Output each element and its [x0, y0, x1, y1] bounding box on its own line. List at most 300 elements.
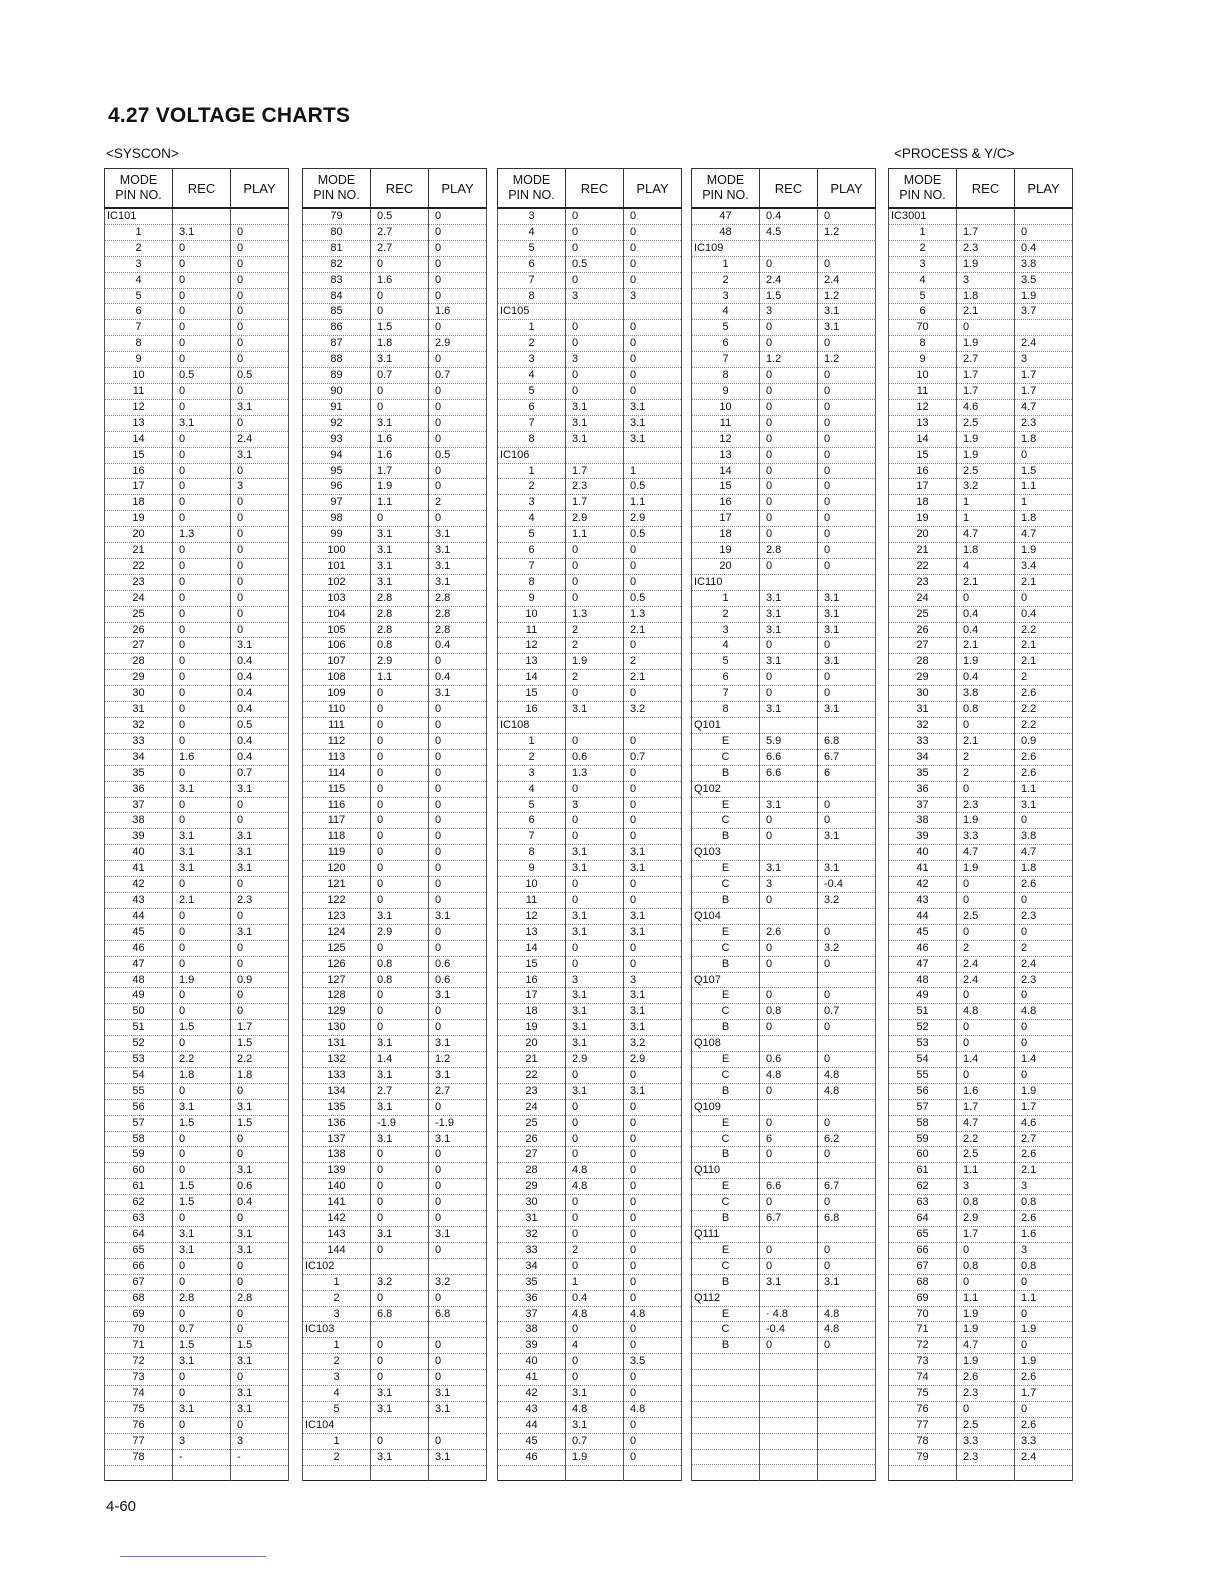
empty-cell [760, 1370, 818, 1386]
rec-cell: 3.8 [957, 686, 1015, 702]
mode-header: MODE [317, 173, 356, 187]
table-row [692, 686, 876, 702]
play-cell: 6.7 [818, 749, 876, 765]
pin-cell: 48 [692, 224, 760, 240]
pin-cell: 56 [889, 1083, 957, 1099]
table-row [303, 1354, 487, 1370]
rec-cell: 0 [173, 320, 231, 336]
play-cell: 0 [818, 1338, 876, 1354]
table-row [303, 1386, 487, 1402]
pin-cell: 24 [889, 590, 957, 606]
table-row [889, 336, 1073, 352]
rec-cell: 0 [173, 765, 231, 781]
play-cell: 3.1 [429, 543, 487, 559]
table-row [105, 861, 289, 877]
rec-cell: 2.3 [957, 1386, 1015, 1402]
table-row [105, 1306, 289, 1322]
play-cell: 0 [624, 1449, 682, 1465]
table-row [303, 1052, 487, 1068]
empty-cell [760, 1401, 818, 1417]
table-row [498, 972, 682, 988]
pin-cell: B [692, 1020, 760, 1036]
pin-cell: 78 [889, 1433, 957, 1449]
rec-cell: 0 [173, 399, 231, 415]
rec-cell: 0 [371, 1004, 429, 1020]
group-row [692, 908, 876, 924]
bottom-rule [120, 1556, 266, 1557]
rec-cell [173, 208, 231, 224]
rec-cell: 1.6 [371, 272, 429, 288]
empty-cell [105, 1465, 173, 1481]
pin-cell: 70 [889, 320, 957, 336]
table-row [303, 892, 487, 908]
group-row [692, 781, 876, 797]
pin-cell: 2 [692, 272, 760, 288]
rec-cell [371, 1258, 429, 1274]
rec-cell: 0 [566, 590, 624, 606]
play-cell: 2.9 [624, 511, 682, 527]
table-row [303, 988, 487, 1004]
play-cell: 0 [429, 240, 487, 256]
rec-cell: 3.1 [566, 988, 624, 1004]
rec-cell: 2.1 [173, 892, 231, 908]
rec-cell: 0.7 [566, 1433, 624, 1449]
play-cell: 3.1 [818, 622, 876, 638]
play-cell: 0 [818, 463, 876, 479]
table-row [498, 1179, 682, 1195]
play-cell: 2.1 [624, 622, 682, 638]
play-cell: 1.3 [624, 606, 682, 622]
table-row [498, 495, 682, 511]
table-row [105, 1163, 289, 1179]
table-row [105, 240, 289, 256]
play-cell: 3.1 [231, 1386, 289, 1402]
rec-cell: 0 [760, 463, 818, 479]
table-row [692, 1083, 876, 1099]
rec-cell: 2.7 [371, 1083, 429, 1099]
table-row [692, 1052, 876, 1068]
empty-cell [818, 1417, 876, 1433]
rec-cell: 2 [566, 1242, 624, 1258]
pin-cell: 7 [692, 352, 760, 368]
play-cell: 0 [624, 272, 682, 288]
rec-cell: 1.5 [760, 288, 818, 304]
table-row [889, 431, 1073, 447]
play-cell: 0.4 [231, 702, 289, 718]
play-cell [624, 447, 682, 463]
table-row [889, 956, 1073, 972]
pin-cell: 9 [692, 383, 760, 399]
table-row [303, 1433, 487, 1449]
pin-cell: 127 [303, 972, 371, 988]
rec-cell: 0 [957, 1067, 1015, 1083]
pin-cell: 1 [692, 256, 760, 272]
pin-cell: 64 [889, 1211, 957, 1227]
rec-cell: 0 [957, 1401, 1015, 1417]
table-row [105, 288, 289, 304]
table-row [105, 431, 289, 447]
table-row [303, 352, 487, 368]
pin-cell: 78 [105, 1449, 173, 1465]
play-cell: 0 [624, 1274, 682, 1290]
rec-cell: 0 [371, 511, 429, 527]
page-number: 4-60 [106, 1498, 137, 1515]
table-row [498, 320, 682, 336]
table-row [889, 1115, 1073, 1131]
table-row [105, 972, 289, 988]
rec-cell: 0 [566, 781, 624, 797]
play-cell: 1.1 [1015, 781, 1073, 797]
table-row [105, 527, 289, 543]
table-row [692, 431, 876, 447]
rec-cell: 0 [760, 1147, 818, 1163]
table-row [498, 558, 682, 574]
play-cell: 0 [818, 256, 876, 272]
rec-cell: 4 [957, 558, 1015, 574]
play-cell: 0 [231, 877, 289, 893]
table-row [498, 1020, 682, 1036]
pin-cell: 4 [498, 781, 566, 797]
play-cell: 0 [231, 224, 289, 240]
table-row [105, 1052, 289, 1068]
table-row [303, 495, 487, 511]
rec-cell: 1.7 [371, 463, 429, 479]
pin-cell: 28 [498, 1163, 566, 1179]
table-row [889, 1052, 1073, 1068]
play-cell: 0 [818, 495, 876, 511]
rec-cell: 1.1 [371, 495, 429, 511]
table-row [498, 1036, 682, 1052]
table-row [498, 288, 682, 304]
table-row [105, 256, 289, 272]
pin-cell: 33 [498, 1242, 566, 1258]
table-row [303, 813, 487, 829]
pin-cell: 71 [105, 1338, 173, 1354]
pin-cell: 3 [303, 1370, 371, 1386]
pin-cell: 14 [498, 940, 566, 956]
play-cell: 0 [624, 940, 682, 956]
play-cell: 3.2 [818, 892, 876, 908]
play-cell [818, 972, 876, 988]
rec-cell: 2.8 [173, 1290, 231, 1306]
table-row [303, 1338, 487, 1354]
table-row [692, 224, 876, 240]
pin-cell: 24 [105, 590, 173, 606]
pin-cell: 116 [303, 797, 371, 813]
pin-cell: 33 [105, 733, 173, 749]
pin-cell: 45 [498, 1433, 566, 1449]
rec-cell: 0 [173, 240, 231, 256]
play-cell: 1.9 [1015, 543, 1073, 559]
pin-cell: 100 [303, 543, 371, 559]
table-row [105, 1417, 289, 1433]
pin-cell: 6 [498, 813, 566, 829]
pin-cell: 65 [889, 1227, 957, 1243]
pin-cell: 35 [105, 765, 173, 781]
pin-cell: 67 [105, 1274, 173, 1290]
table-row [889, 574, 1073, 590]
rec-header: REC [371, 169, 429, 209]
pin-cell: 134 [303, 1083, 371, 1099]
play-cell: 0 [429, 940, 487, 956]
rec-cell: 0 [566, 1131, 624, 1147]
rec-cell: 0 [173, 479, 231, 495]
pin-cell: 18 [692, 527, 760, 543]
play-cell [818, 1290, 876, 1306]
pin-cell: 22 [498, 1067, 566, 1083]
table-row [303, 797, 487, 813]
table-row [889, 702, 1073, 718]
play-cell: 0 [429, 272, 487, 288]
play-cell: 3.1 [624, 845, 682, 861]
table-row [498, 1386, 682, 1402]
play-cell: 0 [231, 1258, 289, 1274]
pin-cell: 62 [105, 1195, 173, 1211]
rec-cell: 0 [173, 1370, 231, 1386]
pin-cell: 70 [889, 1306, 957, 1322]
rec-cell: 0 [760, 527, 818, 543]
play-cell: 0 [818, 368, 876, 384]
play-cell: 3.1 [624, 861, 682, 877]
pin-cell: 48 [889, 972, 957, 988]
pin-cell: 66 [889, 1242, 957, 1258]
rec-cell: 0 [957, 892, 1015, 908]
pin-cell: 11 [498, 892, 566, 908]
table-row [303, 240, 487, 256]
play-cell: 2.4 [1015, 336, 1073, 352]
play-cell: 0 [1015, 988, 1073, 1004]
group-row [692, 1227, 876, 1243]
pin-cell: 128 [303, 988, 371, 1004]
play-cell: 3.1 [624, 431, 682, 447]
pin-cell: 45 [105, 924, 173, 940]
play-cell: 0 [429, 1354, 487, 1370]
rec-cell: 1.9 [957, 1306, 1015, 1322]
play-cell: 0 [1015, 1067, 1073, 1083]
rec-cell: 1.9 [957, 1322, 1015, 1338]
rec-cell: 0 [173, 1083, 231, 1099]
pin-cell: 87 [303, 336, 371, 352]
table-row [303, 288, 487, 304]
rec-cell: 6.6 [760, 1179, 818, 1195]
pin-cell: 1 [498, 320, 566, 336]
empty-cell [760, 1386, 818, 1402]
table-row [889, 1386, 1073, 1402]
pin-cell: 6 [692, 336, 760, 352]
pin-cell: B [692, 956, 760, 972]
rec-cell: 3.3 [957, 829, 1015, 845]
play-cell: 3.1 [624, 1020, 682, 1036]
play-cell: 3 [1015, 1179, 1073, 1195]
play-cell: 0 [818, 813, 876, 829]
play-cell: 1.2 [818, 288, 876, 304]
rec-cell: 3.1 [371, 1401, 429, 1417]
rec-cell: 0 [173, 1274, 231, 1290]
table-row [889, 924, 1073, 940]
play-cell: 2.7 [429, 1083, 487, 1099]
play-cell: 2 [624, 654, 682, 670]
voltage-table-3 [497, 168, 682, 1481]
rec-cell: 3.1 [566, 1083, 624, 1099]
table-row [889, 1274, 1073, 1290]
pin-cell: 47 [889, 956, 957, 972]
rec-cell: 3.1 [566, 1386, 624, 1402]
play-cell: 0 [231, 463, 289, 479]
rec-cell: 0 [173, 383, 231, 399]
rec-cell: 0 [371, 718, 429, 734]
table-row [692, 511, 876, 527]
pin-cell: 12 [498, 908, 566, 924]
table-row [303, 877, 487, 893]
play-cell: 3.1 [231, 1227, 289, 1243]
play-cell [429, 1322, 487, 1338]
pin-cell: 4 [692, 304, 760, 320]
rec-header: REC [566, 169, 624, 209]
table-row [889, 224, 1073, 240]
play-cell: 0 [429, 479, 487, 495]
rec-cell: 0 [760, 256, 818, 272]
header-row [692, 169, 876, 209]
rec-cell: 0 [371, 1211, 429, 1227]
play-cell: 2.2 [1015, 718, 1073, 734]
play-cell: 4.8 [818, 1306, 876, 1322]
pin-cell: 110 [303, 702, 371, 718]
play-cell: 0.8 [1015, 1258, 1073, 1274]
table-row [692, 622, 876, 638]
table-row [692, 272, 876, 288]
play-cell: 0 [624, 558, 682, 574]
pin-cell: 2 [303, 1354, 371, 1370]
empty-row [692, 1465, 876, 1481]
pin-cell: 81 [303, 240, 371, 256]
pin-cell: 37 [105, 797, 173, 813]
table-row [889, 1322, 1073, 1338]
rec-cell: 0 [173, 590, 231, 606]
pin-cell: 18 [105, 495, 173, 511]
play-cell: 0 [624, 765, 682, 781]
pin-cell: Q110 [692, 1163, 760, 1179]
pin-cell: 38 [105, 813, 173, 829]
play-cell: 0 [818, 543, 876, 559]
empty-cell [692, 1417, 760, 1433]
play-cell: 3.1 [429, 527, 487, 543]
rec-cell: 1.4 [371, 1052, 429, 1068]
pin-cell: 80 [303, 224, 371, 240]
table-row [692, 256, 876, 272]
table-row [692, 1306, 876, 1322]
pin-cell: 47 [105, 956, 173, 972]
rec-cell: 1.1 [957, 1163, 1015, 1179]
play-cell: 0 [429, 320, 487, 336]
play-cell: 0 [231, 988, 289, 1004]
play-cell: 0 [624, 829, 682, 845]
play-cell: 4.8 [818, 1067, 876, 1083]
pin-cell: 32 [105, 718, 173, 734]
rec-cell: 3 [566, 797, 624, 813]
table-row [498, 781, 682, 797]
pin-cell: 7 [105, 320, 173, 336]
table-row [498, 368, 682, 384]
table-row [498, 892, 682, 908]
table-row [303, 368, 487, 384]
rec-cell [760, 240, 818, 256]
table-row [105, 1211, 289, 1227]
play-cell: 3.7 [1015, 304, 1073, 320]
pin-cell: 23 [105, 574, 173, 590]
table-row [105, 956, 289, 972]
rec-cell: 2.1 [957, 304, 1015, 320]
rec-cell: 1.8 [371, 336, 429, 352]
play-cell: 0 [231, 415, 289, 431]
pin-cell: 91 [303, 399, 371, 415]
pin-cell: 18 [889, 495, 957, 511]
play-cell: 0 [231, 940, 289, 956]
rec-cell: 0 [371, 1370, 429, 1386]
play-cell: 2.6 [1015, 686, 1073, 702]
table-row [889, 829, 1073, 845]
rec-cell: 0 [173, 1386, 231, 1402]
pin-cell: 113 [303, 749, 371, 765]
table-row [303, 574, 487, 590]
rec-cell: 3 [760, 304, 818, 320]
pin-cell: E [692, 1115, 760, 1131]
play-cell: 0 [818, 383, 876, 399]
table-row [105, 1099, 289, 1115]
play-cell: 2.6 [1015, 1147, 1073, 1163]
table-row [889, 463, 1073, 479]
rec-cell: 2.7 [371, 224, 429, 240]
play-cell: 0 [1015, 590, 1073, 606]
empty-row [105, 1465, 289, 1481]
table-row [498, 240, 682, 256]
group-row [889, 208, 1073, 224]
play-cell: 0 [624, 1227, 682, 1243]
play-cell: 0 [818, 686, 876, 702]
rec-cell: 1.6 [957, 1083, 1015, 1099]
pin-cell: 3 [498, 208, 566, 224]
pin-cell: E [692, 1179, 760, 1195]
pin-cell: C [692, 749, 760, 765]
rec-cell: 0 [760, 638, 818, 654]
play-cell: 1.1 [1015, 479, 1073, 495]
rec-cell: 0 [760, 383, 818, 399]
pin-cell: 17 [498, 988, 566, 1004]
pin-cell: 15 [889, 447, 957, 463]
rec-cell: 0.5 [173, 368, 231, 384]
rec-cell: 0 [173, 336, 231, 352]
table-row [889, 781, 1073, 797]
rec-cell: 0 [173, 511, 231, 527]
rec-cell: 3.1 [173, 1099, 231, 1115]
play-cell: 0 [231, 1147, 289, 1163]
pin-cell: 59 [105, 1147, 173, 1163]
rec-cell: 1.3 [566, 765, 624, 781]
play-cell [624, 304, 682, 320]
table-row [889, 1370, 1073, 1386]
pin-cell: 4 [498, 368, 566, 384]
pin-cell: 88 [303, 352, 371, 368]
play-cell: 0 [818, 208, 876, 224]
rec-cell: 3 [566, 972, 624, 988]
rec-cell: 0 [371, 686, 429, 702]
play-cell: 1.9 [1015, 1322, 1073, 1338]
pin-cell: 4 [498, 511, 566, 527]
play-cell: 0 [429, 1195, 487, 1211]
rec-cell: 0 [371, 256, 429, 272]
play-cell: 2.8 [231, 1290, 289, 1306]
play-cell: 0.7 [231, 765, 289, 781]
pin-cell: 26 [105, 622, 173, 638]
